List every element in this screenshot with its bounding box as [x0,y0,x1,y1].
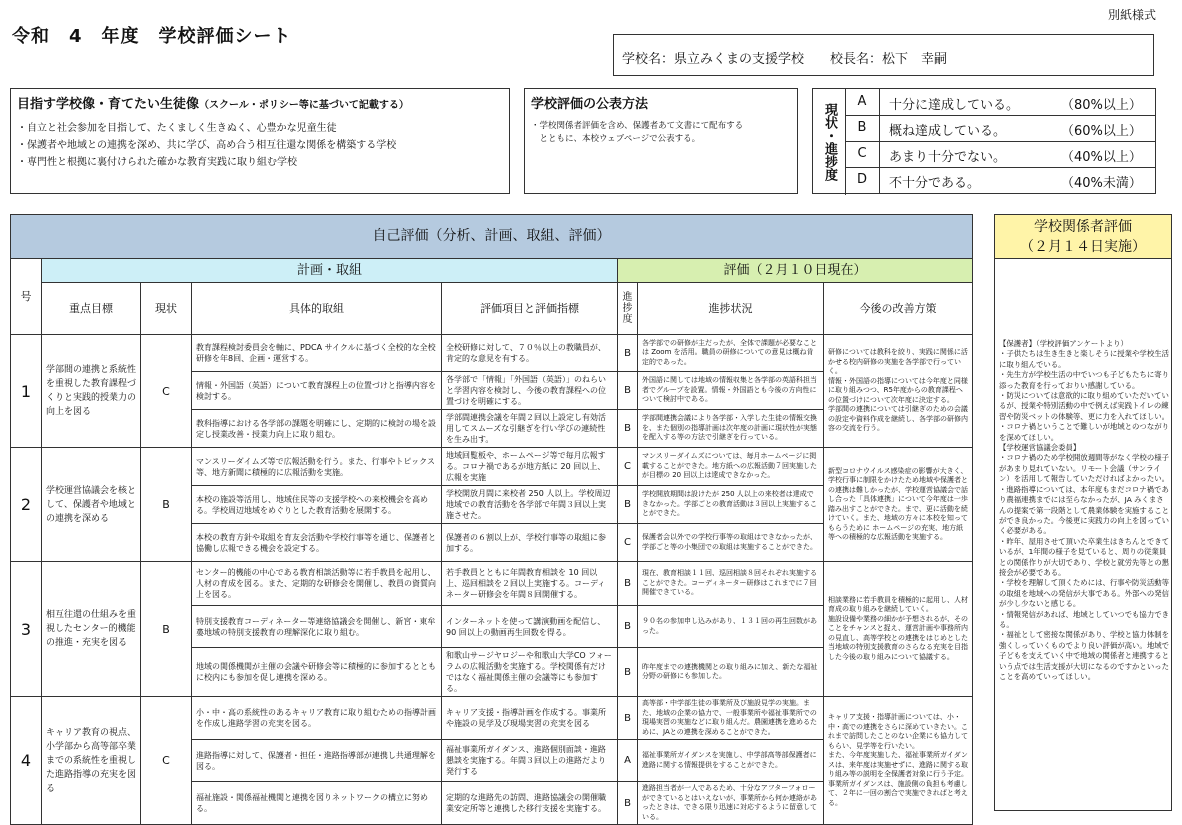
eval-header: 評価（２月１０日現在） [618,259,973,283]
row-number: 4 [11,697,42,825]
state-cell: 外国語に関しては地域の情報収集と各学部の英語科担当者でグループを設置。情報・外国語とも今後の方向性について検討中である。 [638,372,824,410]
state-cell: 昨年度までの連携機関との取り組みに加え、新たな福祉分野の研修にも参加した。 [638,648,824,697]
action-cell: センター的機能の中心である教育相談活動等に若手教員を起用し、人材の育成を図る。また、定期的な研修会を開催し、教員の資質向上を図る。 [192,562,442,606]
focus-goal: 学校運営協議会を核として、保護者や地域との連携を深める [42,448,141,562]
action-cell: 福祉施設・関係福祉機関と連携を図りネットワークの構立に努める。 [192,782,442,825]
col-progress-header: 進捗度 [618,283,638,335]
focus-goal: 相互往還の仕組みを重視したセンター的機能の推進・充実を図る [42,562,141,697]
stakeholder-line: ・先生方が学校生活の中でいつも子どもたちに寄り添った教育を行っておりい感謝している。 [999,370,1169,390]
state-cell: 学校開放期間は設けたが 250 人以上の来校者は達成できなかった。学部ごとの教育活動は３回以上実施することができた。 [638,486,824,524]
state-cell: 学部間連携会議により各学部・入学した生徒の情報交換を、また個別の指導計画は次年度の計画に現状性が実態を配入する等の方法で引継ぎを行っている。 [638,410,824,448]
self-evaluation-header: 自己評価（分析、計画、取組、評価） [11,215,973,259]
action-cell: 地域の関係機関が主催の会議や研修会等に積極的に参加するとともに校内にも参加を促し連携を深める。 [192,648,442,697]
col-state-header: 進捗状況 [638,283,824,335]
col-improve-header: 今後の改善方策 [824,283,973,335]
goal-item: ・自立と社会参加を目指して、たくましく生きぬく、心豊かな児童生徒 [17,123,337,134]
publication-list [531,120,791,146]
state-cell: 進路担当者が一人であるため、十分なアフターフォローができているとはいえないが、事業所から何か連絡があったときは、できる限り迅速に対応するように留意している。 [638,782,824,825]
criteria-cell: 保護者の６割以上が、学校行事等の取組に参加する。 [442,524,618,562]
state-cell: 各学部での研修が主だったが、全体で課題が必要なことは Zoom を活用。職員の研修についての意見は概ね肯定的であった。 [638,335,824,372]
stakeholder-header-title: 学校関係者評価 [1034,219,1132,235]
status-grade: C [141,335,192,448]
col-num-header: 号 [11,259,42,335]
criteria-cell: 定期的な進路先の訪問、進路協議会の開催職業安定所等と連携した移行支援を実施する。 [442,782,618,825]
publication-heading: 学校評価の公表方法 [531,97,649,112]
grade-desc: 概ね達成している。 [889,124,1007,139]
state-cell: 現在、教育相談１１回、巡回相談８回それぞれ実施することができた。コーディネーター研修はこれまでに７回開催できている。 [638,562,824,606]
action-cell: 情報・外国語（英語）について教育課程上の位置づけと指導内容を検討する。 [192,372,442,410]
state-cell: ９０名の参加申し込みがあり、１３１回の再生回数があった。 [638,606,824,648]
form-label: 別紙様式 [1107,8,1156,22]
stakeholder-line: ・コロナ禍ということで難しいが地域とのつながりを深めてほしい。 [999,422,1169,442]
grade-letter: A [845,89,880,115]
grade-pct: （40%以上） [1061,150,1142,165]
stakeholder-header-date: （２月１４日実施） [1020,239,1146,255]
row-number: 1 [11,335,42,448]
action-cell: 本校の教育方針や取組を育友会活動や学校行事等を通じ、保護者と協働し広報できる機会を設定する。 [192,524,442,562]
col-status-header: 現状 [141,283,192,335]
improve-cell: 研修については教科を絞り、実践に関係に活かせる校内研修の実施を各学部で行っていく。 情報・外国語の指導については今年度と同様に取り組みつつ、R5年度からの教育課程への位置づけについて次年度に決定する。 学部間の連携については引継ぎのための会議の設定や資料作成を継続し、各学部の研修内容の交流を行う。 [824,335,973,448]
progress-grade: B [618,782,638,825]
stakeholder-header [995,215,1171,259]
goals-list [17,120,503,171]
grade-desc: あまり十分でない。 [889,150,1007,165]
grade-row [845,89,1156,116]
grade-pct: （80%以上） [1061,98,1142,113]
table-row [11,448,973,486]
stakeholder-line: ・福祉として密接な関係があり、学校と協力体制を強くしっていくものでより良い評価が高い。地域で子どもを支えていく中で地域の関係者と連携するという点では生活支援が大切になるのですかといったことを高めていってほしい。 [999,630,1169,681]
progress-grade: C [618,524,638,562]
progress-grade: B [618,697,638,740]
criteria-cell: 若手教員とともに年間教育相談を 10 回以上、巡回相談を２回以上実施する。コーディネーター研修会を年間８回開催する。 [442,562,618,606]
action-cell: 小・中・高の系統性のあるキャリア教育に取り組むための指導計画を作成し進路学習の充実を図る。 [192,697,442,740]
plan-header: 計画・取組 [42,259,618,283]
criteria-cell: 各学部で「情報」「外国語（英語）」のねらいと学習内容を検討し、今後の教育課程への位置づけを明確にする。 [442,372,618,410]
publication-item: とともに、本校ウェブページで公表する。 [531,134,701,144]
goal-item: ・専門性と根拠に裏付けられた確かな教育実践に取り組む学校 [17,157,297,168]
action-cell: 進路指導に対して、保護者・担任・進路指導部が連携し共通理解を図る。 [192,740,442,782]
row-number: 2 [11,448,42,562]
grade-desc: 十分に達成している。 [889,98,1020,113]
stakeholder-line: 【保護者】（学校評価アンケートより） [999,339,1128,348]
criteria-cell: 全校研修に対して、７０％以上の教職員が、肯定的な意見を有する。 [442,335,618,372]
status-grade: B [141,562,192,697]
table-row [11,335,973,372]
goals-box [10,88,510,194]
action-cell: 教育課程検討委員会を軸に、PDCA サイクルに基づく全校的な全校研修を年8回、企画・運営する。 [192,335,442,372]
criteria-cell: 福祉事業所ガイダンス、進路個別面談・進路懇談を実施する。年間３回以上の進路だより発行する [442,740,618,782]
goal-item: ・保護者や地域との連携を深め、共に学び、高め合う相互往還な関係を構築する学校 [17,140,397,151]
action-cell: 教科指導における各学部の課題を明確にし、定期的に検討の場を設定し授業改善・授業力向上に取り組む。 [192,410,442,448]
improve-cell: キャリア支援・指導計画については、小・中・高での連携をさらに深めていきたい。これまで訪問したことのない企業にも協力してもらい、見学等を行いたい。 また、今年度実施した、福祉事業所ガイダンスは、来年度は実施せずに、進路に関する取り組み等の説明を全保護者対象に行う予定。 事業所ガイダンスは、施設側の負担も考慮して、２年に一回の割合で実施できればと考える。 [824,697,973,825]
criteria-cell: インターネットを使って講演動画を配信し、90 回以上の動画再生回数を得る。 [442,606,618,648]
stakeholder-line: ・子供たちは生き生きと楽しそうに授業や学校生活に取り組んでいる。 [999,349,1169,369]
stakeholder-line: ・防災については意欲的に取り組めていただいているが、授業や特別活動の中で例えば実践トイレの練習や防災ベットの体験等、更に力を入れてほしい。 [999,391,1169,421]
grade-row [845,167,1156,193]
table-row [11,562,973,606]
criteria-cell: 学校開放月間に来校者 250 人以上。学校周辺地域での教育活動を各学部で年間３回以上実施させた。 [442,486,618,524]
stakeholder-line: ・進路指導については、本年度もまだコロナ禍であり農福連携までには至らなかったが、JA みくまさんの提案で第一段階として農業体験を実施することができ良かった。今後更に実践力の向上を図っていく必要がある。 [999,484,1169,536]
grade-scale [812,88,1156,194]
stakeholder-evaluation [994,214,1172,811]
self-evaluation-table [10,214,973,825]
improve-cell: 新型コロナウイルス感染症の影響が大きく、学校行事に制限をかけたため地域や保護者との連携は難しかったが、学校運営協議会で話し合った「具体連携」について今年度は一歩踏み出すことができた。まで、更に活動を続けていく。また、地域の方々に本校を知ってもらうために ホームページの充実、地方紙等への積極的な広報活動を実施する。 [824,448,973,562]
goals-heading [17,93,503,112]
stakeholder-line: ・コロナ禍のため学校開放週間等がなく学校の様子があまり見れていない。リモート会議（サンライン）を活用して報告していただければよかったい。 [999,453,1169,484]
progress-grade: B [618,486,638,524]
progress-grade: B [618,372,638,410]
col-goal-header: 重点目標 [42,283,141,335]
school-info: 学校名：県立みくまの支援学校 校長名：松下 幸嗣 [613,34,1154,76]
progress-grade: B [618,606,638,648]
progress-grade: A [618,740,638,782]
grade-pct: （60%以上） [1061,124,1142,139]
grade-scale-label: 現状・進捗度 [813,89,846,195]
focus-goal: キャリア教育の視点、小学部から高等部卒業までの系統性を重視した進路指導の充実を図る [42,697,141,825]
stakeholder-line: ・昨年、屋用させて頂いた卒業生はきちんとできているが、1年間の様子を見ていると、周りの従業員との関係作りが大切であり、学校と就労先等との懇接会が必要である。 [999,536,1169,577]
criteria-cell: 和歌山サージヤロジーや和歌山大学CO フォーラムの広報活動を実施する。学校関係有だけではなく福祉関係主催の会議等にも参加する。 [442,648,618,697]
criteria-cell: 地域回覧板や、ホームページ等で毎月広報する。コロナ禍であるが地方紙に 20 回以上、広報を実施 [442,448,618,486]
improve-cell: 相談業務に若手教員を積極的に起用し、人材育成の取り組みを継続していく。 施設设備や業務の細かが予想されるが、そのことをチャンスと捉え、運営計画や事務所内の見直し、高等学校との連携をはじめとした当地域の特別支援教育のさらなる充実を目指した今後の取り組みについて協議する。 [824,562,973,697]
progress-grade: B [618,410,638,448]
progress-grade: B [618,648,638,697]
grade-letter: C [845,141,880,167]
stakeholder-line: ・学校を理解して頂くためには、行事や防災活動等の取組を地域への発信が大事である。外部への発信が少し少ないと感じる。 [999,578,1169,609]
state-cell: 保護者会以外での学校行事等の取組はできなかったが、学部ごと等の小集団での取組は実施することができた。 [638,524,824,562]
stakeholder-comments [999,339,1169,682]
criteria-cell: 学部間連携会議を年間２回以上設定し有効活用してスムーズな引継ぎを行い学びの連続性を生み出す。 [442,410,618,448]
progress-grade: B [618,335,638,372]
goals-heading-note: （スクール・ポリシー等に基づいて記載する） [199,100,409,111]
grade-row [845,141,1156,168]
stakeholder-line: 【学校運営協議会委員】 [999,443,1081,453]
publication-box [524,88,798,194]
action-cell: 本校の施設等活用し、地域住民等の支援学校への来校機会を高める。学校周辺地域をめぐりとした教育活動を展開する。 [192,486,442,524]
status-grade: B [141,448,192,562]
status-grade: C [141,697,192,825]
state-cell: マンスリーダイムズについては、毎月ホームページに掲載することができた。地方紙への広報活動７回実施したが目標の 20 回以上は達成できなかった。 [638,448,824,486]
table-row [11,697,973,740]
col-criteria-header: 評価項目と評価指標 [442,283,618,335]
publication-item: ・学校関係者評価を含め、保護者あて文書にて配布する [531,121,744,131]
grade-letter: B [845,115,880,141]
stakeholder-line: ・情報発信があれば、地域としていつでも協力できる。 [999,609,1169,629]
progress-grade: B [618,562,638,606]
grade-letter: D [845,167,880,193]
action-cell: 特別支援教育コーディネーター等連絡協議会を開催し、新宮・東牟婁地域の特別支援教育の理解深化に取り組む。 [192,606,442,648]
action-cell: マンスリーダイムズ等で広報活動を行う。また、行事やトピックス等、地方新聞に積極的に広報活動を実施。 [192,448,442,486]
col-action-header: 具体的取組 [192,283,442,335]
criteria-cell: キャリア支援・指導計画を作成する。事業所や施設の見学及び現場実習の充実を図る [442,697,618,740]
goals-heading-text: 目指す学校像・育てたい生徒像 [17,97,200,112]
state-cell: 福祉事業所ガイダンスを実施し、中学部高等部保護者に進路に関する情報提供をすることができた。 [638,740,824,782]
progress-grade: C [618,448,638,486]
row-number: 3 [11,562,42,697]
state-cell: 高等部・中学部生徒の事業所及び施設見学の実施。また、地域の企業の協力で、一般事業所や福祉事業所での現場実習の実施などに取り組んだ。農園連携を進めるために、JAとの連携を深めることができた。 [638,697,824,740]
grade-row [845,115,1156,142]
page-title: 令和 4 年度 学校評価シート [12,26,292,47]
focus-goal: 学部間の連携と系統性を重視した教育課程づくりと実践的授業力の向上を図る [42,335,141,448]
grade-desc: 不十分である。 [889,176,981,191]
grade-pct: （40%未満） [1061,176,1142,191]
